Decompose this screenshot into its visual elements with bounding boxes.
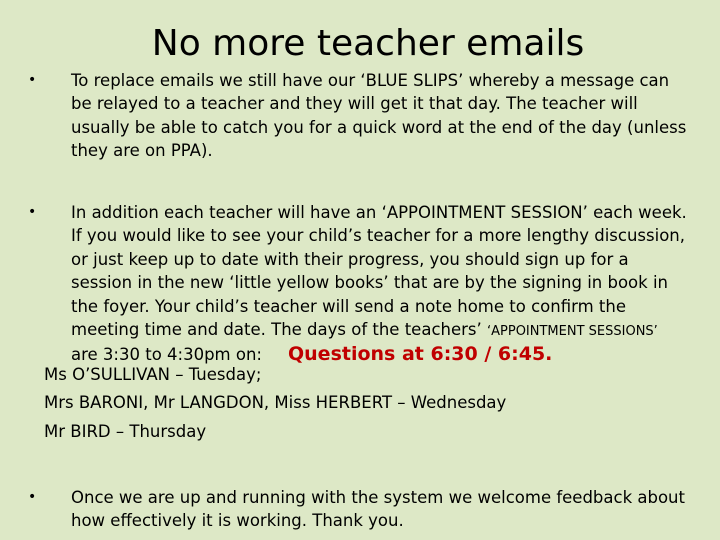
schedule-line: Ms O’SULLIVAN – Tuesday; [44, 365, 262, 384]
schedule-line: Mrs BARONI, Mr LANGDON, Miss HERBERT – Wednesday [44, 393, 507, 412]
bullet-icon: • [28, 72, 37, 88]
bullet-text-small: ‘APPOINTMENT SESSIONS’ [487, 324, 658, 340]
page-title: No more teacher emails [151, 23, 585, 64]
bullet-icon: • [28, 489, 37, 505]
schedule-line: Mr BIRD – Thursday [44, 422, 207, 441]
bullet-text: To replace emails we still have our ‘BLUE SLIPS’ whereby a message can be relayed to a teacher and they will get it that day. The teacher will usually be able to catch you for a quick word at the end of the day (unless they are on PPA). [71, 71, 687, 161]
bullet-blue-slips [28, 69, 688, 163]
questions-highlight: Questions at 6:30 / 6:45. [288, 343, 553, 366]
bullet-icon: • [28, 204, 37, 220]
bullet-text [71, 201, 688, 367]
bullet-feedback [28, 486, 688, 533]
bullet-appointment-session [28, 201, 688, 367]
bullet-text: Once we are up and running with the system we welcome feedback about how effectively it is working. Thank you. [71, 488, 685, 531]
bullet-text-main: In addition each teacher will have an ‘APPOINTMENT SESSION’ each week. If you would like to see your child’s teacher for a more lengthy discussion, or just keep up to date with their progress, you should sign up for a session in the new ‘little yellow books’ that are by the signing in book in the foyer. Your child’s teacher will send a note home to confirm the meeting time and date. The days of the teachers’ [71, 203, 687, 340]
bullet-text-after: are 3:30 to 4:30pm on: [71, 345, 262, 365]
